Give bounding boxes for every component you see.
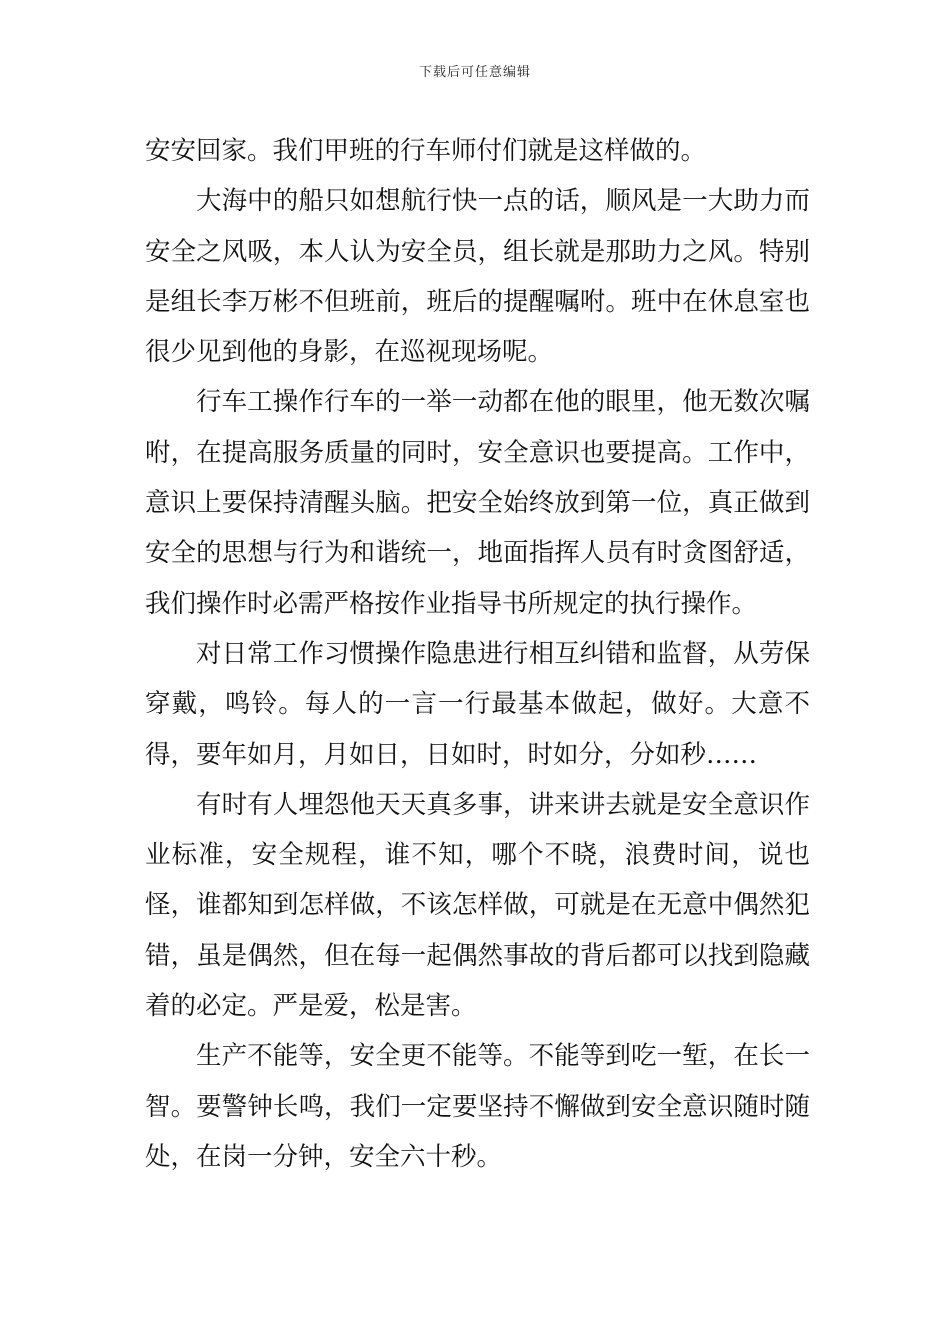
paragraph-3: 行车工操作行车的一举一动都在他的眼里，他无数次嘱咐，在提高服务质量的同时，安全意识也要提高。工作中，意识上要保持清醒头脑。把安全始终放到第一位，真正做到安全的思想与行为和谐统一，地面指挥人员有时贪图舒适，我们操作时必需严格按作业指导书所规定的执行操作。 [145, 387, 810, 619]
document-body [145, 126, 810, 1182]
paragraph-2: 大海中的船只如想航行快一点的话，顺风是一大助力而安全之风吸，本人认为安全员，组长就是那助力之风。特别是组长李万彬不但班前，班后的提醒嘱咐。班中在休息室也很少见到他的身影，在巡视现场呢。 [145, 186, 810, 368]
paragraph-6: 生产不能等，安全更不能等。不能等到吃一堑，在长一智。要警钟长鸣，我们一定要坚持不懈做到安全意识随时随处，在岗一分钟，安全六十秒。 [145, 1041, 810, 1172]
paragraph-1: 安安回家。我们甲班的行车师付们就是这样做的。 [145, 136, 707, 166]
paragraph-4: 对日常工作习惯操作隐患进行相互纠错和监督，从劳保穿戴，鸣铃。每人的一言一行最基本做起，做好。大意不得，要年如月，月如日，日如时，时如分，分如秒…… [145, 638, 810, 770]
page-header: 下载后可任意编辑 [418, 65, 531, 80]
paragraph-5: 有时有人埋怨他天天真多事，讲来讲去就是安全意识作业标准，安全规程，谁不知，哪个不晓，浪费时间，说也怪，谁都知到怎样做，不该怎样做，可就是在无意中偶然犯错，虽是偶然，但在每一起偶然事故的背后都可以找到隐藏着的必定。严是爱，松是害。 [145, 789, 810, 1022]
